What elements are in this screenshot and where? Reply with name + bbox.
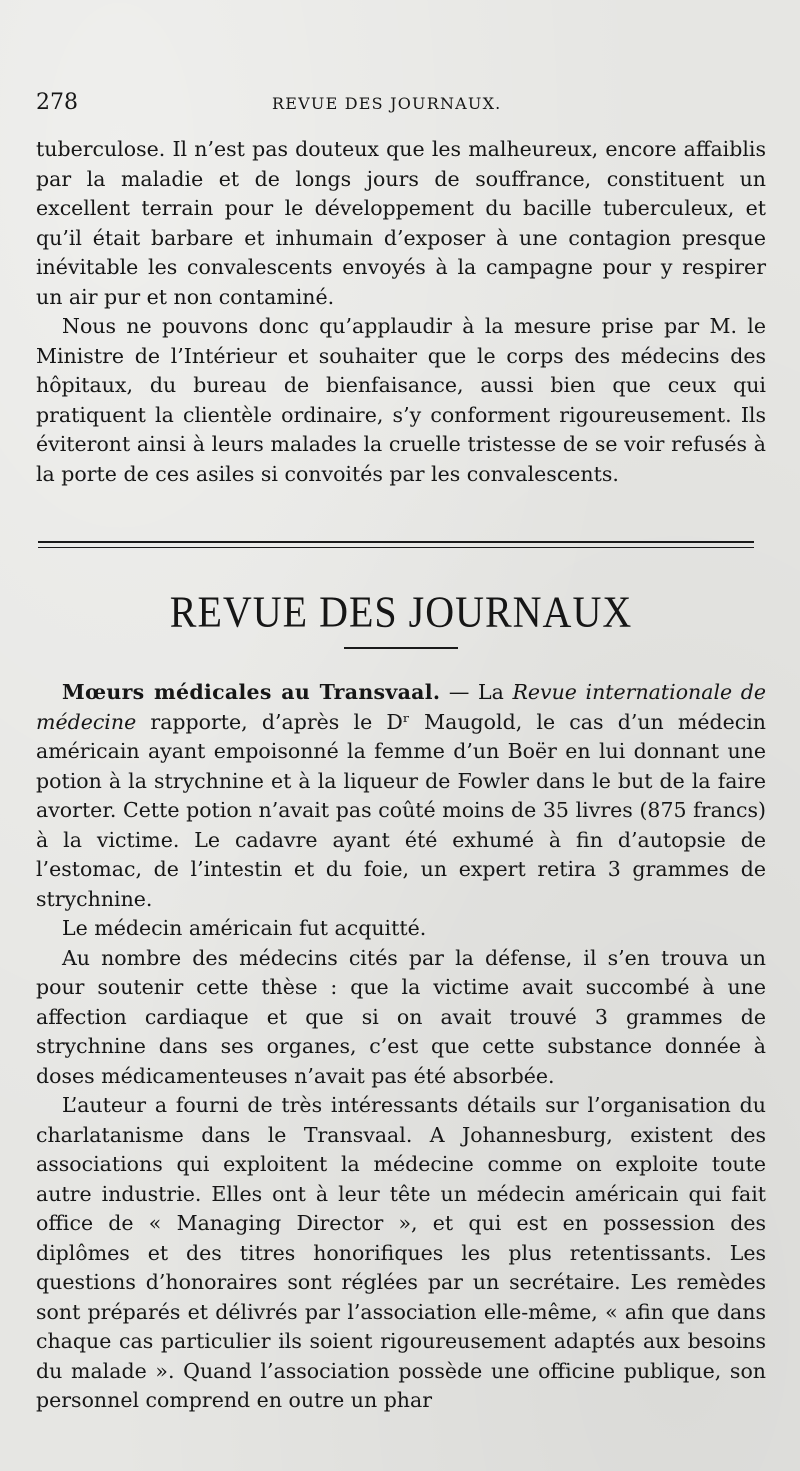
intro-paragraph: tuberculose. Il n’est pas douteux que les malheureux, encore affaiblis par la maladie et de longs jours de souffrance, constituent un excellent terrain pour le développement du bacille tuberculeux, et qu’il était barbare et inhumain d’exposer à une contagion presque inévitable les convalescents envoyés à la campagne pour y respirer un air pur et non contaminé. (36, 137, 766, 309)
article-text (36, 678, 766, 1416)
running-title: REVUE DES JOURNAUX. (272, 94, 502, 113)
lead-text: rapporte, d’après le Dʳ Maugold, le cas d’un médecin américain ayant empoisonné la femme d’un Boër en lui donnant une potion à la strychnine et à la liqueur de Fowler dans le but de la faire avorter. Cette potion n’avait pas coûté moins de 35 livres (875 francs) à la victime. Le cadavre ayant été exhumé à fin d’autopsie de l’estomac, de l’intestin et du foie, un expert retira 3 grammes de strychnine. (36, 709, 766, 911)
heading-dash: — La (440, 680, 513, 704)
running-head (36, 90, 756, 120)
article-paragraph: L’auteur a fourni de très intéressants détails sur l’organisation du charlatanisme dans le Transvaal. A Johannesburg, existent des associations qui exploitent la médecine comme on exploite toute autre industrie. Elles ont à leur tête un médecin américain qui fait office de « Managing Director », et qui est en possession des diplômes et des titres honorifiques les plus retentissants. Les questions d’honoraires sont réglées par un secrétaire. Les remèdes sont préparés et délivrés par l’association elle-même, « afin que dans chaque cas particulier ils soient rigoureusement adaptés aux besoins du malade ». Quand l’association possède une officine publique, son personnel comprend en outre un phar (36, 1093, 766, 1412)
journal-name: Revue internationale de médecine (36, 680, 767, 734)
article-heading: Mœurs médicales au Transvaal. (62, 680, 441, 704)
title-underline (344, 647, 458, 649)
page-number: 278 (36, 90, 78, 115)
section-title: REVUE DES JOURNAUX (169, 586, 633, 637)
intro-paragraph: Nous ne pouvons donc qu’applaudir à la mesure prise par M. le Ministre de l’Intérieur et souhaiter que le corps des médecins des hôpitaux, du bureau de bienfaisance, aussi bien que ceux qui pratiquent la clientèle ordinaire, s’y conforment rigoureusement. Ils éviteront ainsi à leurs malades la cruelle tristesse de se voir refusés à la porte de ces asiles si convoités par les convalescents. (36, 314, 766, 486)
article-lead-paragraph (36, 678, 766, 914)
article-paragraph: Le médecin américain fut acquitté. (62, 916, 427, 940)
section-divider (38, 541, 754, 548)
article-paragraph: Au nombre des médecins cités par la défense, il s’en trouva un pour soutenir cette thèse : que la victime avait succombé à une affection cardiaque et que si on avait trouvé 3 grammes de strychnine dans ses organes, c’est que cette substance donnée à doses médicamenteuses n’avait pas été absorbée. (36, 945, 766, 1088)
intro-text (36, 135, 766, 489)
